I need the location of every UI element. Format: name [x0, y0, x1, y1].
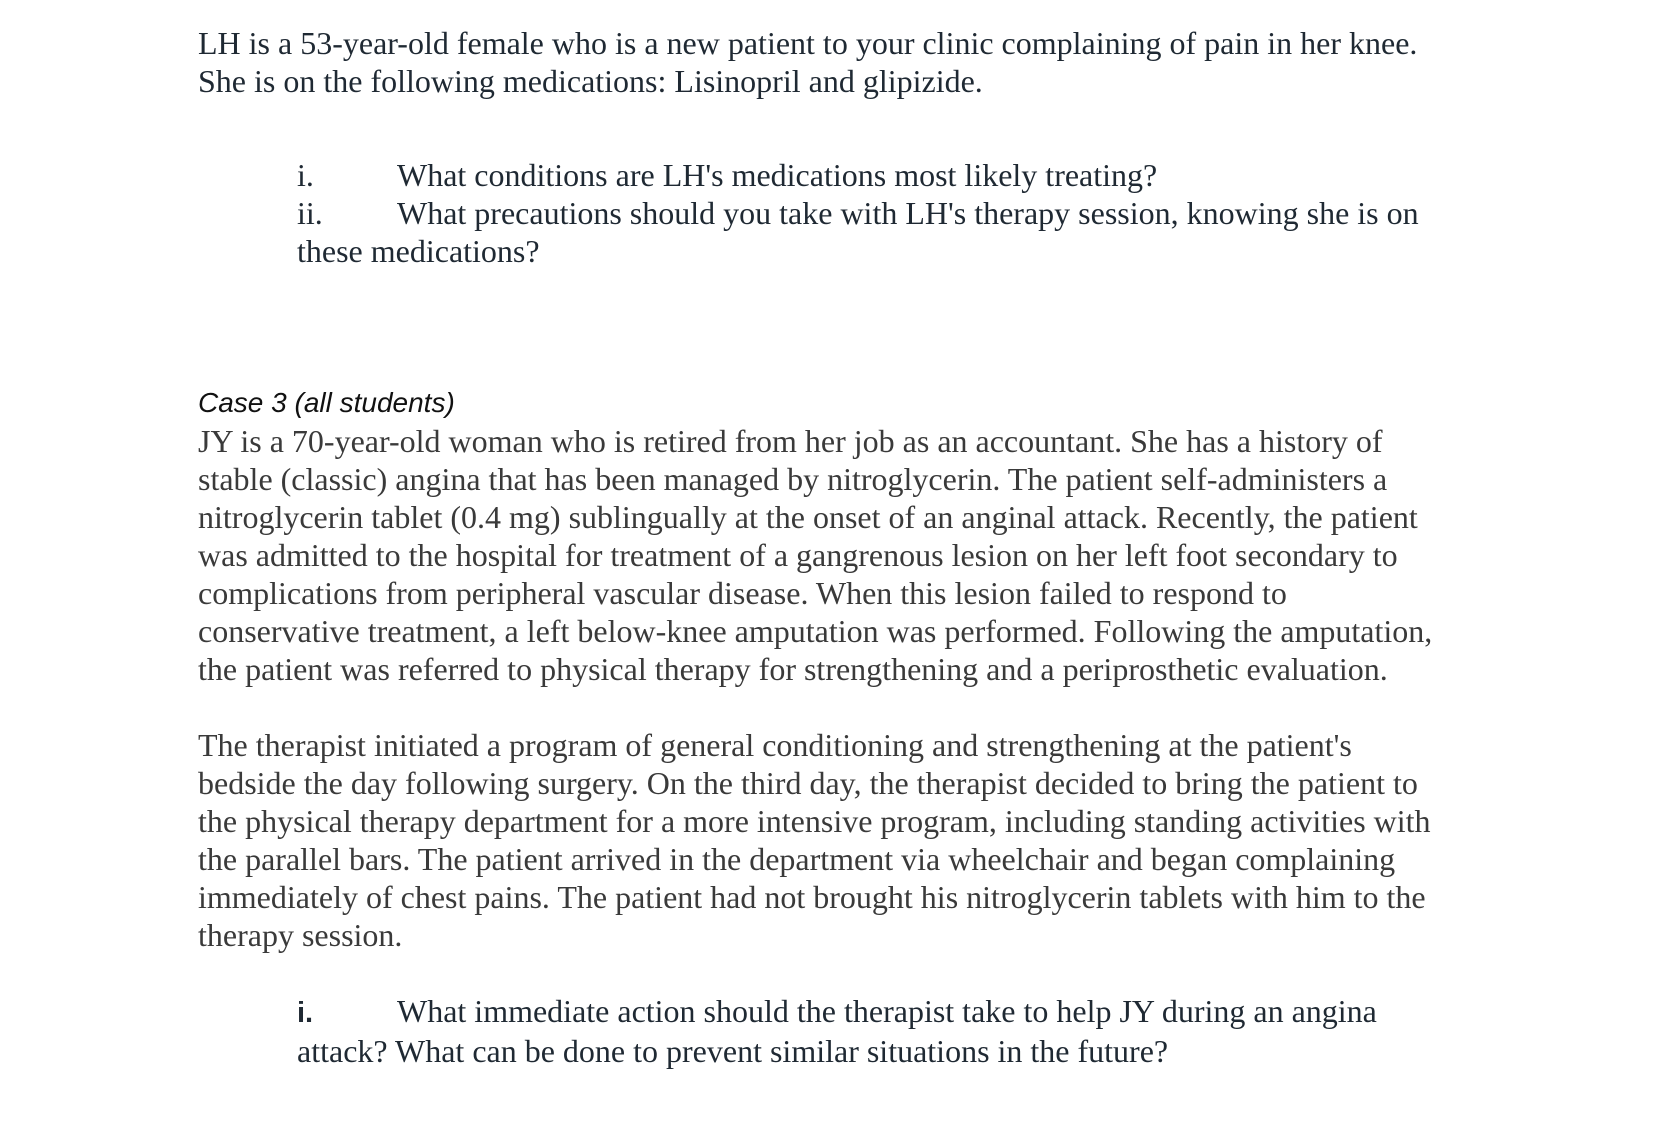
- lh-intro: [198, 24, 1498, 100]
- paragraph-line: The therapist initiated a program of general conditioning and strengthening at the patient's: [198, 727, 1352, 763]
- case-3-paragraph-1: [198, 422, 1498, 688]
- paragraph-line: JY is a 70-year-old woman who is retired from her job as an accountant. She has a history of: [198, 423, 1383, 459]
- lh-question-2: [297, 194, 1498, 232]
- paragraph-line: the parallel bars. The patient arrived in the department via wheelchair and began complaining: [198, 841, 1396, 877]
- intro-line-1: LH is a 53-year-old female who is a new patient to your clinic complaining of pain in her knee.: [198, 25, 1418, 61]
- question-number: i.: [297, 997, 314, 1029]
- question-number: ii.: [297, 195, 323, 231]
- paragraph-line: therapy session.: [198, 917, 403, 953]
- paragraph-line: the physical therapy department for a more intensive program, including standing activities with: [198, 803, 1431, 839]
- paragraph-line: was admitted to the hospital for treatment of a gangrenous lesion on her left foot secondary to: [198, 537, 1398, 573]
- question-text: What immediate action should the therapist take to help JY during an angina: [397, 993, 1377, 1029]
- paragraph-line: nitroglycerin tablet (0.4 mg) sublingually at the onset of an anginal attack. Recently, the patient: [198, 499, 1418, 535]
- question-text: What conditions are LH's medications most likely treating?: [397, 157, 1158, 193]
- case-3-question-1-continuation: attack? What can be done to prevent similar situations in the future?: [297, 1033, 1169, 1069]
- paragraph-line: bedside the day following surgery. On the third day, the therapist decided to bring the patient to: [198, 765, 1418, 801]
- intro-line-2: She is on the following medications: Lisinopril and glipizide.: [198, 63, 983, 99]
- lh-question-list: [198, 156, 1498, 270]
- question-number: i.: [297, 157, 314, 193]
- case-3-heading: Case 3 (all students): [198, 387, 455, 418]
- lh-question-1: [297, 156, 1498, 194]
- paragraph-line: the patient was referred to physical therapy for strengthening and a periprosthetic evaluation.: [198, 651, 1388, 687]
- paragraph-line: immediately of chest pains. The patient had not brought his nitroglycerin tablets with him to the: [198, 879, 1426, 915]
- lh-question-2-continuation: these medications?: [297, 233, 540, 269]
- paragraph-line: complications from peripheral vascular disease. When this lesion failed to respond to: [198, 575, 1287, 611]
- case-3-paragraph-2: [198, 726, 1498, 954]
- question-text: What precautions should you take with LH's therapy session, knowing she is on: [397, 195, 1419, 231]
- case-3-question-list: [198, 992, 1498, 1070]
- paragraph-line: stable (classic) angina that has been managed by nitroglycerin. The patient self-administers a: [198, 461, 1388, 497]
- paragraph-line: conservative treatment, a left below-knee amputation was performed. Following the amputation,: [198, 613, 1433, 649]
- case-3-question-1: [297, 992, 1498, 1032]
- document-page: [198, 24, 1498, 1070]
